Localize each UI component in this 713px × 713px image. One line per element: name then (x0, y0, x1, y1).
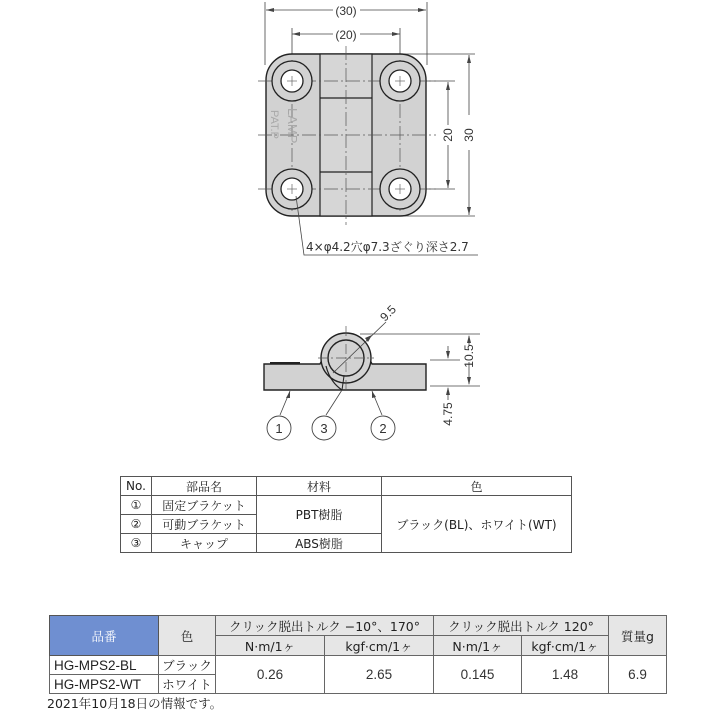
callout-3: 3 (320, 421, 328, 436)
dim-outer-width: (30) (335, 4, 357, 18)
part-no: ② (121, 515, 152, 534)
color-value: ブラック(BL)、ホワイト(WT) (382, 496, 572, 553)
table-row (121, 496, 572, 515)
part-name: 可動ブラケット (152, 515, 257, 534)
torque1-nm: 0.26 (216, 656, 325, 694)
spec-header-row-1 (50, 616, 667, 636)
unit-nm-2: N·m/1ヶ (434, 636, 522, 656)
col-header-color: 色 (159, 616, 216, 656)
callout-1: 1 (275, 421, 283, 436)
dim-base: 4.75 (441, 402, 455, 426)
part-name: キャップ (152, 534, 257, 553)
torque2-kgf: 1.48 (522, 656, 609, 694)
col-header-mass: 質量g (609, 616, 667, 656)
unit-kgf-2: kgf·cm/1ヶ (522, 636, 609, 656)
col-header-material: 材料 (257, 477, 382, 496)
dim-outer-height: 30 (462, 128, 476, 142)
top-view-drawing (0, 0, 713, 270)
unit-kgf-1: kgf·cm/1ヶ (325, 636, 434, 656)
part-name: 固定ブラケット (152, 496, 257, 515)
parts-table (120, 476, 572, 553)
dim-hole-pitch-x: (20) (335, 28, 357, 42)
part-no: ③ (121, 534, 152, 553)
dim-hole-pitch-y: 20 (441, 128, 455, 142)
material-pbt: PBT樹脂 (257, 496, 382, 534)
pat-emboss: PAT.P (268, 110, 280, 139)
torque2-nm: 0.145 (434, 656, 522, 694)
color: ブラック (159, 656, 216, 675)
side-view-drawing (0, 290, 713, 450)
col-header-no: No. (121, 477, 152, 496)
col-header-color: 色 (382, 477, 572, 496)
footnote: 2021年10月18日の情報です。 (47, 696, 223, 711)
callout-2: 2 (379, 421, 387, 436)
hole-note: 4×φ4.2穴φ7.3ざぐり深さ2.7 (306, 240, 469, 254)
part-number: HG-MPS2-BL (50, 656, 159, 675)
part-no: ① (121, 496, 152, 515)
col-header-torque-2: クリック脱出トルク 120° (434, 616, 609, 636)
torque1-kgf: 2.65 (325, 656, 434, 694)
col-header-part-name: 部品名 (152, 477, 257, 496)
table-header-row (121, 477, 572, 496)
logo-emboss: LAMP (285, 108, 300, 144)
mass: 6.9 (609, 656, 667, 694)
spec-table (49, 615, 667, 694)
material-abs: ABS樹脂 (257, 534, 382, 553)
table-row (50, 656, 667, 675)
part-number: HG-MPS2-WT (50, 675, 159, 694)
dim-height: 10.5 (462, 344, 476, 368)
col-header-part-no: 品番 (50, 616, 159, 656)
unit-nm-1: N·m/1ヶ (216, 636, 325, 656)
color: ホワイト (159, 675, 216, 694)
col-header-torque-1: クリック脱出トルク −10°、170° (216, 616, 434, 636)
dim-diameter: 9.5 (377, 302, 399, 325)
